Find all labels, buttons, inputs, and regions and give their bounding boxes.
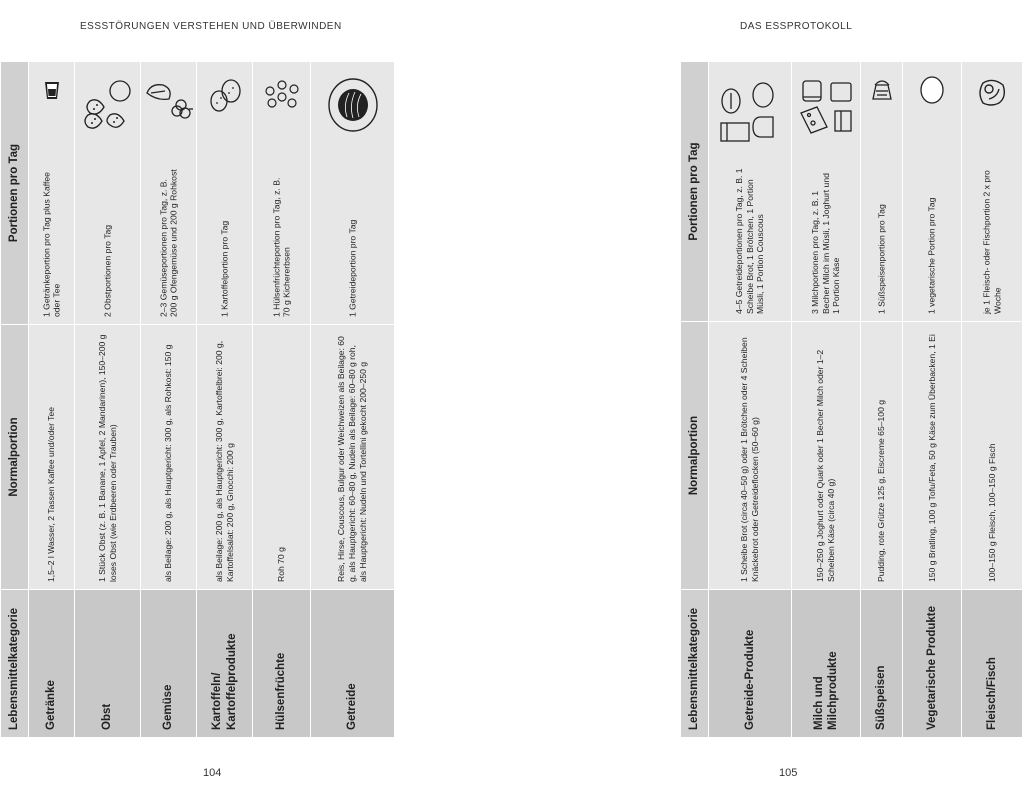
category-cell: Süßspeisen bbox=[861, 590, 903, 738]
table-row bbox=[29, 62, 75, 738]
table-row bbox=[962, 62, 1023, 738]
pasta-plate-icon bbox=[325, 75, 381, 135]
dessert-icon bbox=[867, 75, 897, 105]
portion-cell: 1 Getränkeportion pro Tag plus Kaffee oder Tee bbox=[40, 172, 62, 317]
egg-icon bbox=[919, 75, 945, 105]
portion-cell: 2 Obstportionen pro Tag bbox=[102, 224, 113, 317]
table-row bbox=[197, 62, 253, 738]
category-cell: Vegetarische Produkte bbox=[903, 590, 962, 738]
normal-cell: 150 g Bratling, 100 g Tofu/Feta, 50 g Käse zum Überbacken, 1 Ei bbox=[903, 322, 962, 590]
page-number-right: 105 bbox=[779, 767, 798, 779]
normal-cell: als Beilage: 200 g, als Hauptgericht: 300 g, Kartoffelbrei: 200 g, Kartoffelsalat: 200 g, Gnocchi: 200 g bbox=[197, 325, 253, 590]
portion-cell: 1 vegetarische Portion pro Tag bbox=[926, 197, 937, 314]
normal-cell: 100–150 g Fleisch, 100–150 g Fisch bbox=[962, 322, 1023, 590]
table-row bbox=[861, 62, 903, 738]
category-cell: Getränke bbox=[29, 590, 75, 738]
category-cell: Hülsenfrüchte bbox=[253, 590, 311, 738]
potato-icon bbox=[205, 75, 245, 115]
header-portion: Portionen pro Tag bbox=[1, 62, 29, 325]
table-row bbox=[75, 62, 141, 738]
running-head-left: ESSSTÖRUNGEN VERSTEHEN UND ÜBERWINDEN bbox=[80, 21, 342, 32]
category-cell: Fleisch/Fisch bbox=[962, 590, 1023, 738]
normal-cell: Pudding, rote Grütze 125 g, Eiscreme 65–100 g bbox=[861, 322, 903, 590]
normal-cell: 1 Stück Obst (z. B. 1 Banane, 1 Apfel, 2 Mandarinen), 150–200 g loses Obst (wie Erdbeeren oder Trauben) bbox=[75, 325, 141, 590]
normal-cell: 1,5–2 l Wasser, 2 Tassen Kaffee und/oder Tee bbox=[29, 325, 75, 590]
normal-cell: als Beilage: 200 g, als Hauptgericht: 300 g, als Rohkost: 150 g bbox=[141, 325, 197, 590]
portion-cell: 1 Kartoffelportion pro Tag bbox=[219, 220, 230, 317]
normal-cell: Roh 70 g bbox=[253, 325, 311, 590]
portion-cell: 4–5 Getreideportionen pro Tag, z. B. 1 Scheibe Brot, 1 Brötchen, 1 Portion Müsli, 1 Portion Couscous bbox=[733, 168, 766, 314]
table-row bbox=[709, 62, 792, 738]
vegetable-icon bbox=[143, 75, 195, 123]
running-head-right: DAS ESSPROTOKOLL bbox=[740, 21, 853, 32]
category-cell: Getreide-Produkte bbox=[709, 590, 792, 738]
portion-cell: 1 Getreideportion pro Tag bbox=[347, 219, 358, 317]
header-normal: Normalportion bbox=[1, 325, 29, 590]
table-row bbox=[311, 62, 395, 738]
portion-cell: je 1 Fleisch- oder Fischportion 2 x pro Woche bbox=[981, 170, 1002, 314]
header-category: Lebensmittelkategorie bbox=[1, 590, 29, 738]
cup-icon bbox=[37, 75, 67, 105]
portion-cell: 3 Milchportionen pro Tag, z. B. 1 Becher Milch im Müsli, 1 Joghurt und 1 Portion Käse bbox=[809, 173, 842, 314]
category-cell: Gemüse bbox=[141, 590, 197, 738]
normal-cell: 150–250 g Joghurt oder Quark oder 1 Becher Milch oder 1–2 Scheiben Käse (circa 40 g) bbox=[792, 322, 861, 590]
normal-cell: 1 Scheibe Brot (circa 40–50 g) oder 1 Brötchen oder 4 Scheiben Knäckebrot oder Getreideflocken (50–60 g) bbox=[709, 322, 792, 590]
table-row bbox=[141, 62, 197, 738]
table-row bbox=[903, 62, 962, 738]
page-number-left: 104 bbox=[203, 767, 222, 779]
dairy-icon bbox=[797, 75, 855, 137]
fruit-icon bbox=[80, 75, 136, 135]
category-cell: Obst bbox=[75, 590, 141, 738]
header-normal: Normalportion bbox=[681, 322, 709, 590]
portion-cell: 1 Hülsenfrüchteportion pro Tag, z. B. 70 g Kichererbsen bbox=[270, 177, 292, 317]
normal-cell: Reis, Hirse, Couscous, Bulgur oder Weichweizen als Beilage: 60 g, als Hauptgericht: 60–80 g, Nudeln als Beilage: 60–80 g roh, als Hauptgericht: Nudeln und Tortellini gekocht 200–250 g bbox=[311, 325, 395, 590]
table-left bbox=[0, 61, 395, 738]
legume-icon bbox=[264, 75, 300, 111]
bread-cereal-icon bbox=[717, 75, 783, 145]
category-cell: Getreide bbox=[311, 590, 395, 738]
header-portion: Portionen pro Tag bbox=[681, 62, 709, 322]
category-cell: Kartoffeln/ Kartoffelprodukte bbox=[197, 590, 253, 738]
steak-icon bbox=[975, 75, 1009, 109]
table-row bbox=[792, 62, 861, 738]
table-row bbox=[253, 62, 311, 738]
portion-cell: 1 Süßspeisenportion pro Tag bbox=[876, 204, 887, 314]
header-category: Lebensmittelkategorie bbox=[681, 590, 709, 738]
portion-cell: 2–3 Gemüseportionen pro Tag, z. B. 200 g Ofengemüse und 200 g Rohkost bbox=[157, 169, 179, 317]
category-cell: Milch und Milchprodukte bbox=[792, 590, 861, 738]
table-right bbox=[680, 61, 1023, 738]
